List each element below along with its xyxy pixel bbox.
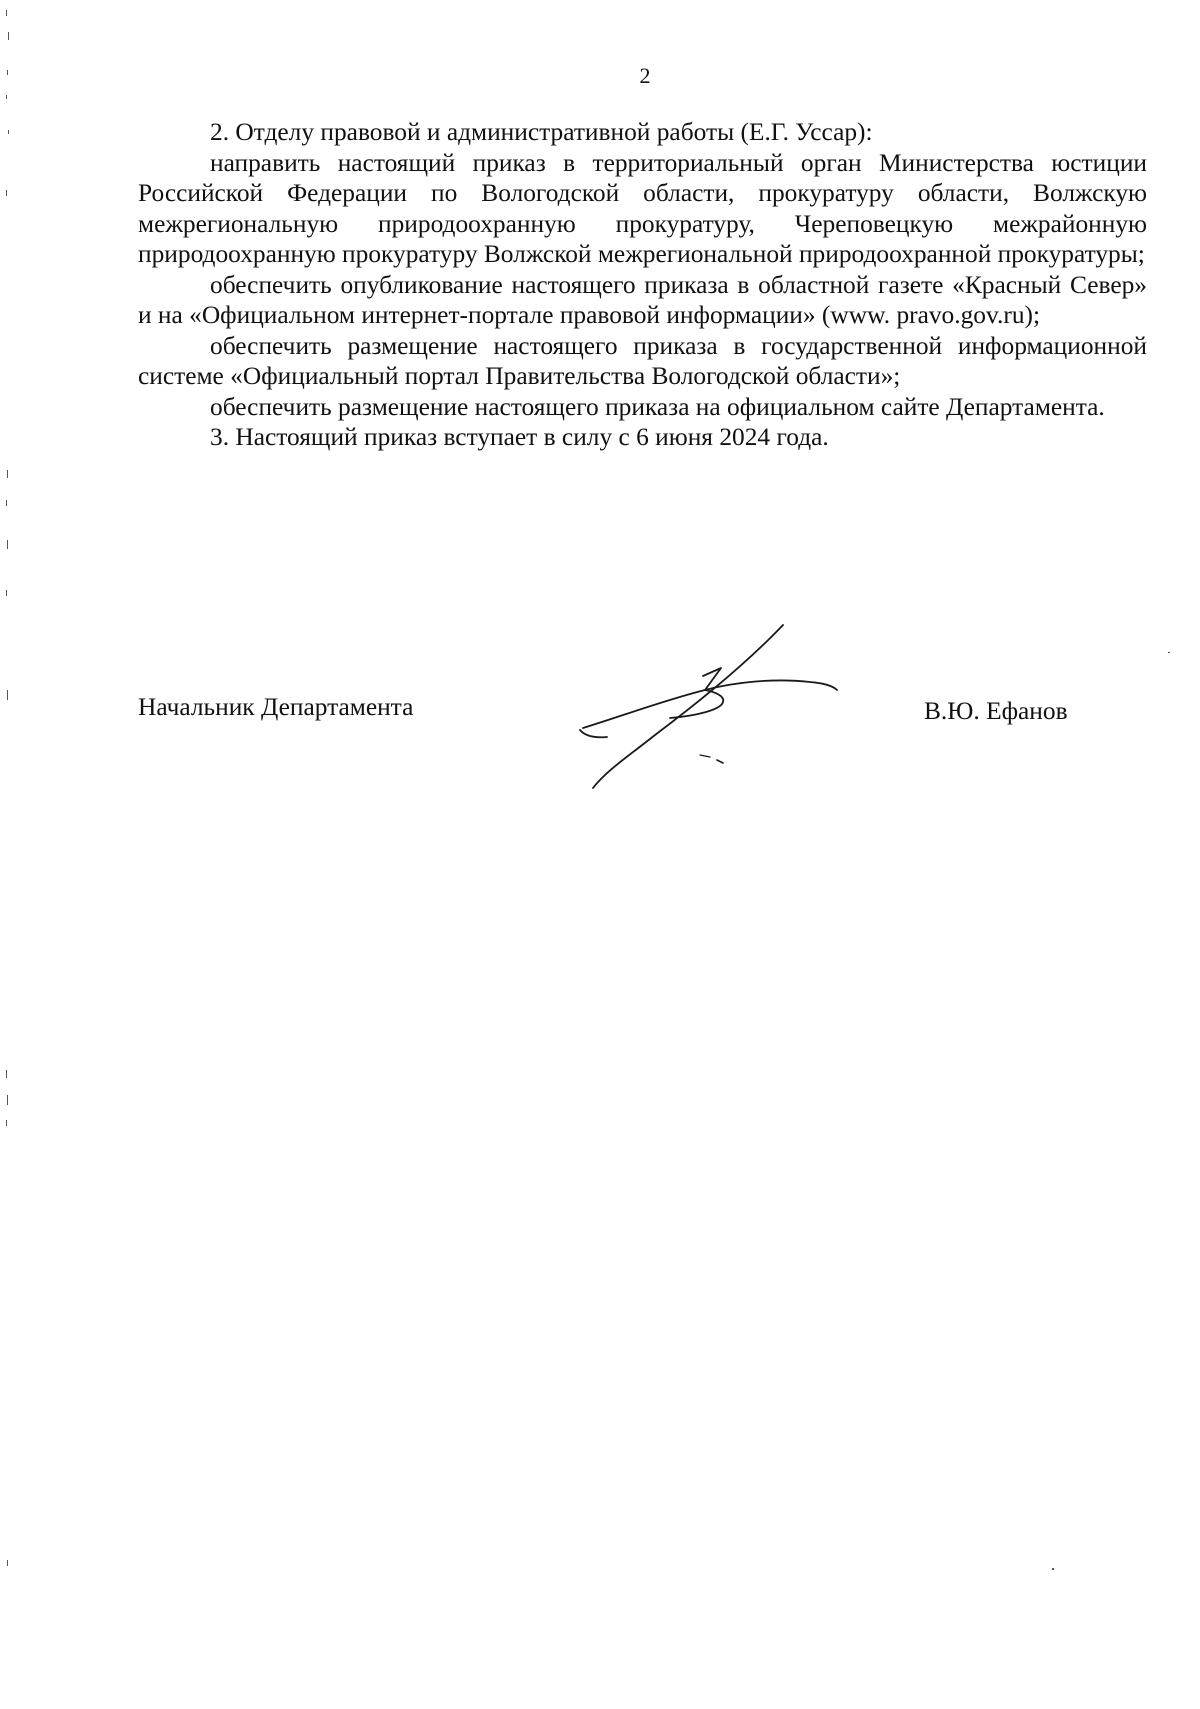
page-number: 2 [639, 63, 651, 88]
paragraph-publish-order: обеспечить опубликование настоящего приказа в областной газете «Красный Север» и на «Официальном интернет-портале правовой информации» (www. pravo.gov.ru); [138, 270, 1147, 329]
paragraph-legal-department: 2. Отделу правовой и административной работы (Е.Г. Уссар): [210, 118, 873, 146]
handwritten-signature [575, 620, 855, 795]
paragraph-send-order: направить настоящий приказ в территориальный орган Министерства юстиции Российской Федерации по Вологодской области, прокуратуру области, Волжскую межрегиональную природоохранную прокуратуру, Череповецкую межрайонную природоохранную прокуратуру Волжской межрегиональной природоохранной прокуратуры; [138, 148, 1147, 268]
paragraph-place-on-site: обеспечить размещение настоящего приказа на официальном сайте Департамента. [210, 392, 1105, 421]
paragraph-effective-date: 3. Настоящий приказ вступает в силу с 6 июня 2024 года. [210, 423, 829, 451]
signer-name: В.Ю. Ефанов [924, 697, 1068, 725]
paragraph-place-on-portal: обеспечить размещение настоящего приказа в государственной информационной системе «Официальный портал Правительства Вологодской области»; [138, 331, 1147, 390]
document-body [138, 117, 1147, 453]
signer-title: Начальник Департамента [138, 693, 414, 721]
